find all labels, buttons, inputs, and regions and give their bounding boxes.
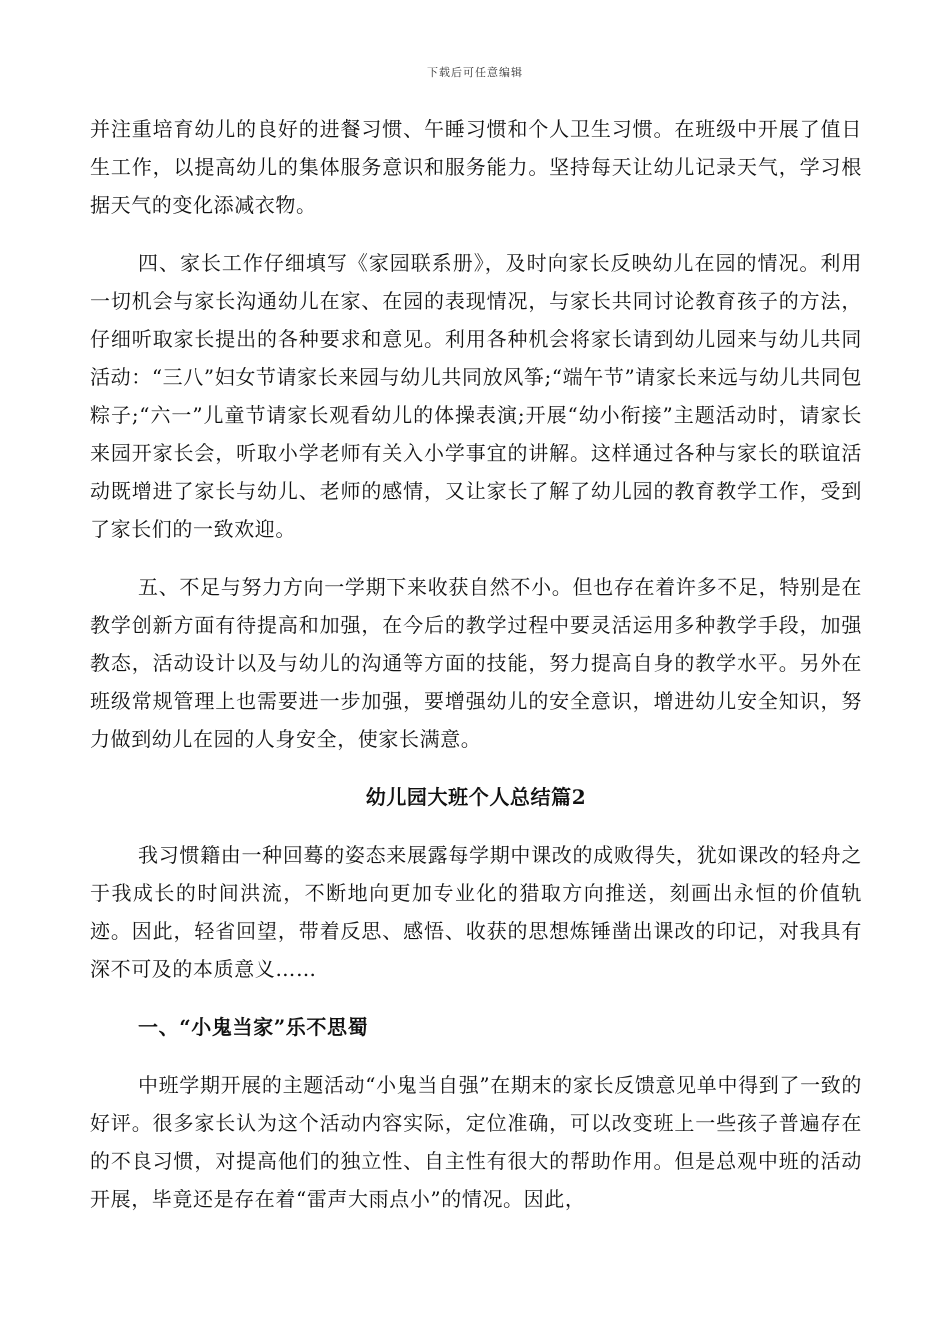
paragraph-intro: 我习惯籍由一种回蓦的姿态来展露每学期中课改的成败得失，犹如课改的轻舟之于我成长的时间洪流，不断地向更加专业化的猎取方向推送，刻画出永恒的价值轨迹。因此，轻省回望，带着反思、感悟、收获的思想炼锤凿出课改的印记，对我具有深不可及的本质意义…… xyxy=(90,843,862,981)
paragraph-shortcomings: 五、不足与努力方向一学期下来收获自然不小。但也存在着许多不足，特别是在教学创新方面有待提高和加强，在今后的教学过程中要灵活运用多种教学手段，加强教态，活动设计以及与幼儿的沟通等方面的技能，努力提高自身的教学水平。另外在班级常规管理上也需要进一步加强，要增强幼儿的安全意识，增进幼儿安全知识，努力做到幼儿在园的人身安全，使家长满意。 xyxy=(90,575,862,751)
document-body xyxy=(90,110,862,1218)
header-note: 下载后可任意编辑 xyxy=(427,66,523,79)
subheading: 一、“小鬼当家”乐不思蜀 xyxy=(138,1015,369,1039)
paragraph-continuation: 并注重培育幼儿的良好的进餐习惯、午睡习惯和个人卫生习惯。在班级中开展了值日生工作，以提高幼儿的集体服务意识和服务能力。坚持每天让幼儿记录天气，学习根据天气的变化添减衣物。 xyxy=(90,117,862,217)
paragraph-parent-work: 四、家长工作仔细填写《家园联系册》，及时向家长反映幼儿在园的情况。利用一切机会与家长沟通幼儿在家、在园的表现情况，与家长共同讨论教育孩子的方法，仔细听取家长提出的各种要求和意见。利用各种机会将家长请到幼儿园来与幼儿共同活动：“三八”妇女节请家长来园与幼儿共同放风筝;“端午节”请家长来远与幼儿共同包粽子;“六一”儿童节请家长观看幼儿的体操表演;开展“幼小衔接”主题活动时，请家长来园开家长会，听取小学老师有关入小学事宜的讲解。这样通过各种与家长的联谊活动既增进了家长与幼儿、老师的感情，又让家长了解了幼儿园的教育教学工作，受到了家长们的一致欢迎。 xyxy=(90,251,862,541)
section-title: 幼儿园大班个人总结篇2 xyxy=(365,785,587,809)
paragraph-theme-activity: 中班学期开展的主题活动“小鬼当自强”在期末的家长反馈意见单中得到了一致的好评。很多家长认为这个活动内容实际，定位准确，可以改变班上一些孩子普遍存在的不良习惯，对提高他们的独立性、自主性有很大的帮助作用。但是总观中班的活动开展，毕竟还是存在着“雷声大雨点小”的情况。因此， xyxy=(90,1073,862,1211)
